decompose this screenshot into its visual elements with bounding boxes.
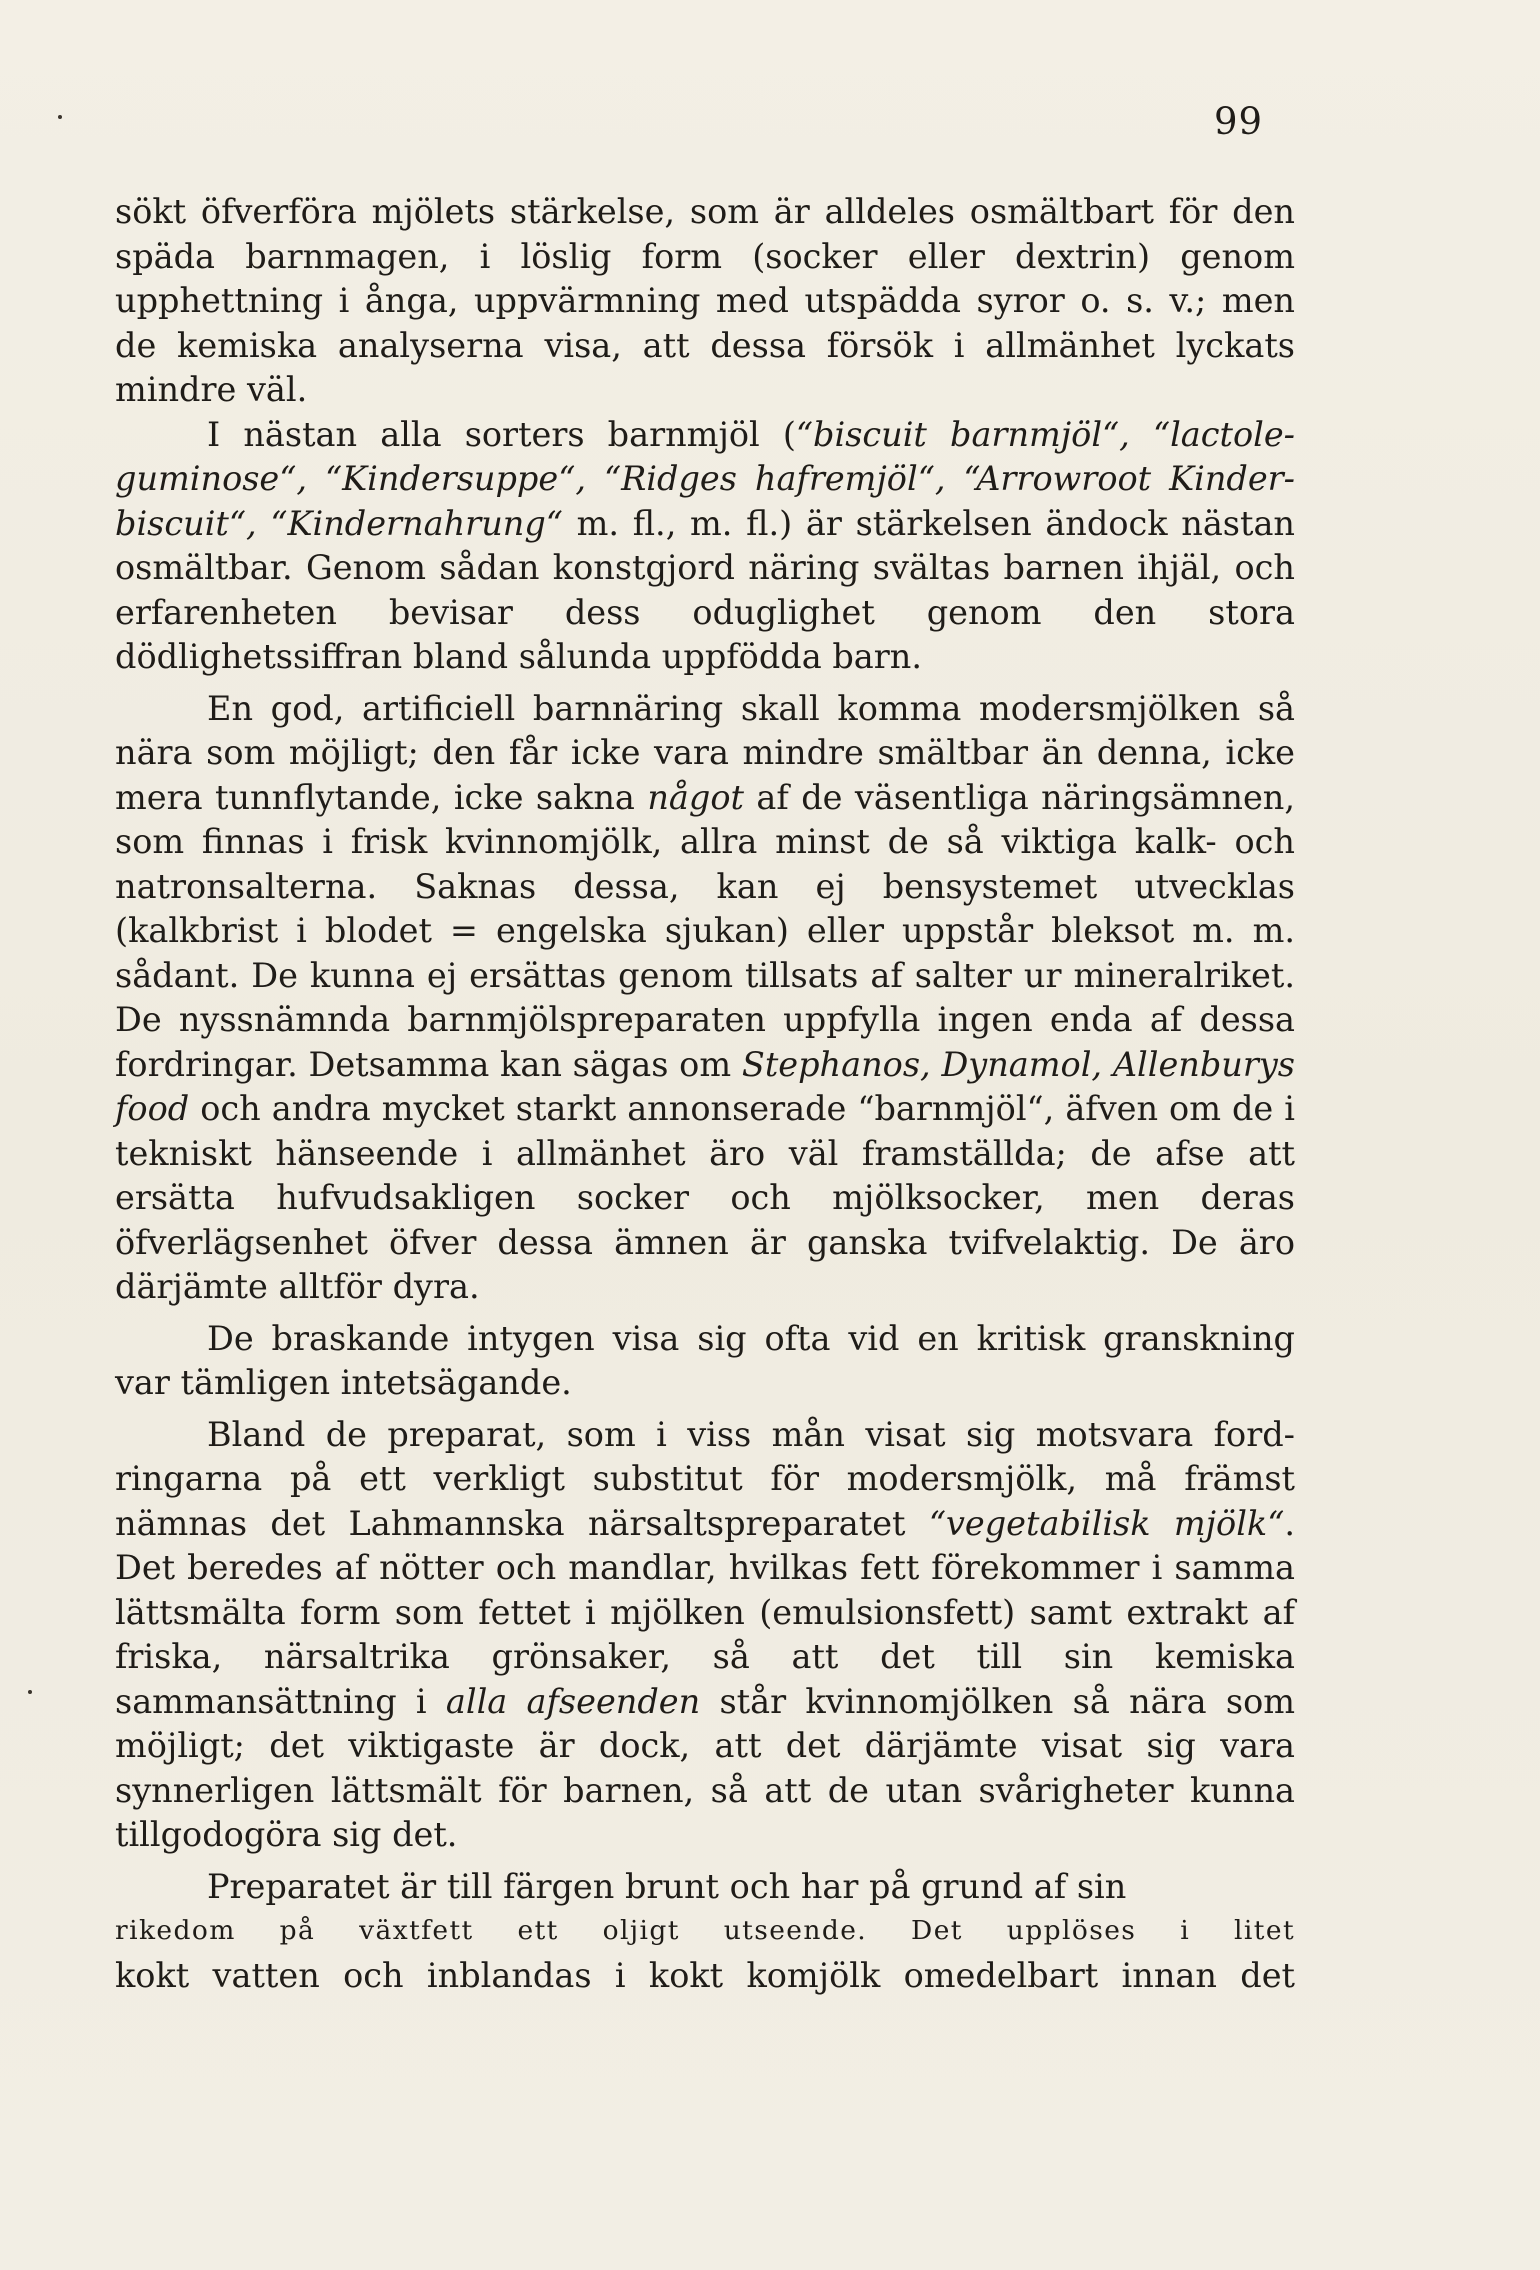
text-run: af de väsentliga näringsämnen, som finnas i frisk kvinnomjölk, allra minst de så viktiga kalk- och natronsalterna. Saknas dessa, kan ej bensystemet utvecklas (kalkbrist i blodet = engelska sjukan) eller uppstår bleksot m. m. sådant. De kunna ej ersättas genom tillsats af salter ur mineralriket. De nyssnämnda barnmjölspreparaten uppfylla ingen enda af dessa fordringar. Detsamma kan sägas om [115,777,1295,1084]
italic-run: “biscuit barnmjöl“, “lactole-guminose“, “Kindersuppe“, “Ridges hafremjöl“, “Arrowroot Kinder-biscuit“, “Kindernahrung“ [115,414,1296,543]
text-run: I nästan alla sorters barnmjöl ( [207,414,796,454]
paragraph-6-small-line: rikedom på växtfett ett oljigt utseende. Det upplöses i litet [115,1915,1295,1946]
text-run: En god, artificiell barnnäring skall komma modersmjölken så nära som möjligt; den får icke vara mindre smältbar än denna, icke mera tunnflytande, icke sakna [115,688,1295,817]
speck-mark [28,1690,32,1694]
text-run: står kvinnomjölken så nära som möjligt; det viktigaste är dock, att det därjämte visat sig vara synnerligen lättsmält för barnen, så att de utan svårigheter kunna tillgodogöra sig det. [115,1681,1296,1854]
text-run: m. fl., m. fl.) är stärkelsen ändock nästan osmältbar. Genom sådan konstgjord näring svältas barnen ihjäl, och erfarenheten bevisar dess oduglighet genom den stora dödlighetssiffran bland sålunda uppfödda barn. [115,503,1295,676]
paragraph-2 [115,413,1295,680]
text-run: och andra mycket starkt annonserade “barnmjöl“, äfven om de i tekniskt hänseende i allmänhet äro väl framställda; de afse att ersätta hufvudsakligen socker och mjölksocker, men deras öfverlägsenhet öfver dessa ämnen är ganska tvifvelaktig. De äro därjämte alltför dyra. [115,1089,1295,1306]
text-run: Preparatet är till färgen brunt och har på grund af sin [207,1866,1127,1906]
paragraph-5 [115,1413,1295,1858]
paragraph-6-last-line: kokt vatten och inblandas i kokt komjölk omedelbart innan det [115,1955,1295,1995]
text-run: Bland de preparat, som i viss mån visat sig motsvara fordringarna på ett verkligt substitut för modersmjölk, må främst nämnas det Lahmannska närsaltspreparatet [115,1414,1295,1543]
italic-run: Stephanos, Dynamol, Allenburys food [115,1044,1295,1128]
page-number: 99 [1214,100,1264,143]
text-run: De braskande intygen visa sig ofta vid en kritisk granskning var tämligen intetsägande. [115,1318,1295,1402]
italic-run: alla afseenden [445,1681,701,1721]
paragraph-4 [115,1317,1295,1406]
speck-mark [58,115,62,119]
paragraph-3 [115,687,1295,1310]
body-text [115,190,1295,1998]
italic-run: “vegetabilisk mjölk“ [928,1503,1285,1543]
italic-run: något [647,777,744,817]
paragraph-6 [115,1865,1295,1910]
paragraph-1 [115,190,1295,413]
text-run: sökt öfverföra mjölets stärkelse, som är alldeles osmältbart för den späda barnmagen, i löslig form (socker eller dextrin) genom upphettning i ånga, uppvärmning med utspädda syror o. s. v.; men de kemiska analyserna visa, att dessa försök i allmänhet lyckats mindre väl. [115,192,1295,409]
text-run: . Det beredes af nötter och mandlar, hvilkas fett förekommer i samma lättsmälta form som fettet i mjölken (emulsionsfett) samt extrakt af friska, närsaltrika grönsaker, så att det till sin kemiska sammansättning i [115,1503,1295,1721]
